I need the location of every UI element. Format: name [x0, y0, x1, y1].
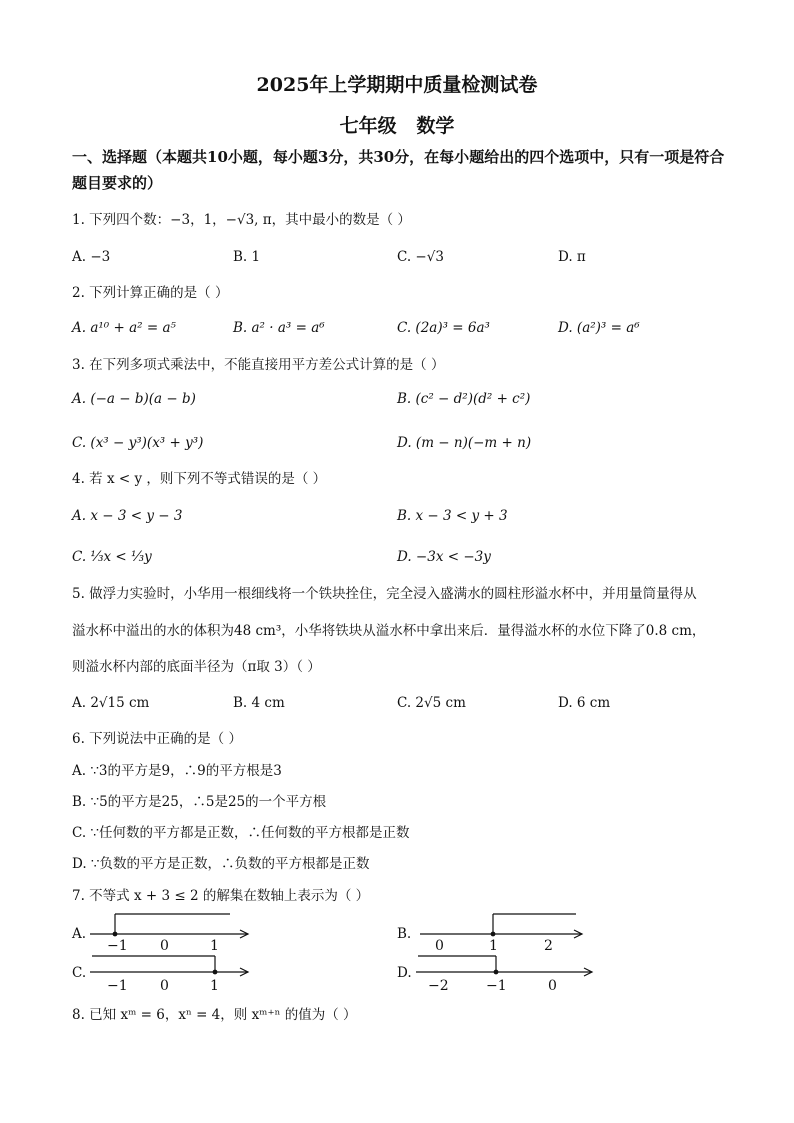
- q1-option-a: A. −3: [72, 249, 111, 265]
- q1-option-c: C. −√3: [397, 249, 444, 265]
- q7-option-d-label: D.: [397, 965, 412, 981]
- q5-option-c: C. 2√5 cm: [397, 695, 466, 711]
- q7-option-a-label: A.: [72, 926, 87, 942]
- q3-option-c: C. (x³ − y³)(x³ + y³): [72, 435, 204, 451]
- tick-label: 0: [548, 978, 557, 994]
- q4-option-c: C. ⅓x < ⅓y: [72, 549, 152, 565]
- tick-label: 1: [489, 938, 498, 954]
- q7-number-line-a: [88, 910, 258, 954]
- question-5-line3: 则溢水杯内部的底面半径为（π取 3）（ ）: [72, 659, 321, 675]
- solid-point: [113, 932, 118, 937]
- question-5-line1: 5. 做浮力实验时，小华用一根细线将一个铁块拴住，完全浸入盛满水的圆柱形溢水杯中，并用量筒量得从: [72, 586, 697, 602]
- q6-option-c: C. ∵任何数的平方都是正数，∴任何数的平方根都是正数: [72, 825, 410, 841]
- tick-label: −1: [107, 938, 128, 954]
- question-3-stem: 3. 在下列多项式乘法中，不能直接用平方差公式计算的是（ ）: [72, 357, 445, 373]
- q1-option-b: B. 1: [233, 249, 261, 265]
- q6-option-d: D. ∵负数的平方是正数，∴负数的平方根都是正数: [72, 856, 370, 872]
- q5-option-a: A. 2√15 cm: [72, 695, 150, 711]
- solid-point: [491, 932, 496, 937]
- solid-point: [213, 970, 218, 975]
- question-5-line2: 溢水杯中溢出的水的体积为48 cm³，小华将铁块从溢水杯中拿出来后．量得溢水杯的水位下降了0.8 cm，: [72, 623, 706, 639]
- tick-label: −2: [428, 978, 449, 994]
- q3-option-d: D. (m − n)(−m + n): [397, 435, 532, 451]
- q2-option-a: A. a¹⁰ + a² = a⁵: [72, 320, 176, 336]
- tick-label: −1: [486, 978, 507, 994]
- q5-option-b: B. 4 cm: [233, 695, 285, 711]
- tick-label: 0: [160, 978, 169, 994]
- q1-option-d: D. π: [558, 249, 586, 265]
- q2-option-c: C. (2a)³ = 6a³: [397, 320, 490, 336]
- tick-label: 0: [160, 938, 169, 954]
- q4-option-b: B. x − 3 < y + 3: [397, 508, 508, 524]
- q4-option-d: D. −3x < −3y: [397, 549, 491, 565]
- q6-option-a: A. ∵3的平方是9，∴9的平方根是3: [72, 763, 282, 779]
- q7-number-line-b: [418, 910, 590, 954]
- q7-number-line-c: [88, 952, 258, 996]
- q3-option-b: B. (c² − d²)(d² + c²): [397, 391, 531, 407]
- solid-point: [494, 970, 499, 975]
- q7-number-line-d: [414, 952, 598, 996]
- question-7-stem: 7. 不等式 x + 3 ≤ 2 的解集在数轴上表示为（ ）: [72, 888, 370, 904]
- tick-label: 1: [210, 978, 219, 994]
- exam-subtitle: 七年级 数学: [339, 115, 455, 137]
- question-2-stem: 2. 下列计算正确的是（ ）: [72, 285, 229, 301]
- question-6-stem: 6. 下列说法中正确的是（ ）: [72, 731, 242, 747]
- q2-option-b: B. a² · a³ = a⁶: [233, 320, 325, 336]
- exam-title: 2025年上学期期中质量检测试卷: [256, 74, 538, 96]
- q4-option-a: A. x − 3 < y − 3: [72, 508, 183, 524]
- section-heading: 一、选择题（本题共10小题，每小题3分，共30分，在每小题给出的四个选项中，只有一项是符合题目要求的）: [72, 148, 725, 192]
- q3-option-a: A. (−a − b)(a − b): [72, 391, 196, 407]
- question-4-stem: 4. 若 x < y ，则下列不等式错误的是（ ）: [72, 471, 327, 487]
- q7-option-c-label: C.: [72, 965, 87, 981]
- tick-label: −1: [107, 978, 128, 994]
- question-1-stem: 1. 下列四个数：−3，1，−√3, π，其中最小的数是（ ）: [72, 212, 411, 228]
- q7-option-b-label: B.: [397, 926, 412, 942]
- tick-label: 0: [435, 938, 444, 954]
- tick-label: 1: [210, 938, 219, 954]
- tick-label: 2: [544, 938, 553, 954]
- question-8-stem: 8. 已知 xᵐ = 6，xⁿ = 4，则 xᵐ⁺ⁿ 的值为（ ）: [72, 1007, 357, 1023]
- q5-option-d: D. 6 cm: [558, 695, 611, 711]
- q6-option-b: B. ∵5的平方是25，∴5是25的一个平方根: [72, 794, 327, 810]
- q2-option-d: D. (a²)³ = a⁶: [558, 320, 640, 336]
